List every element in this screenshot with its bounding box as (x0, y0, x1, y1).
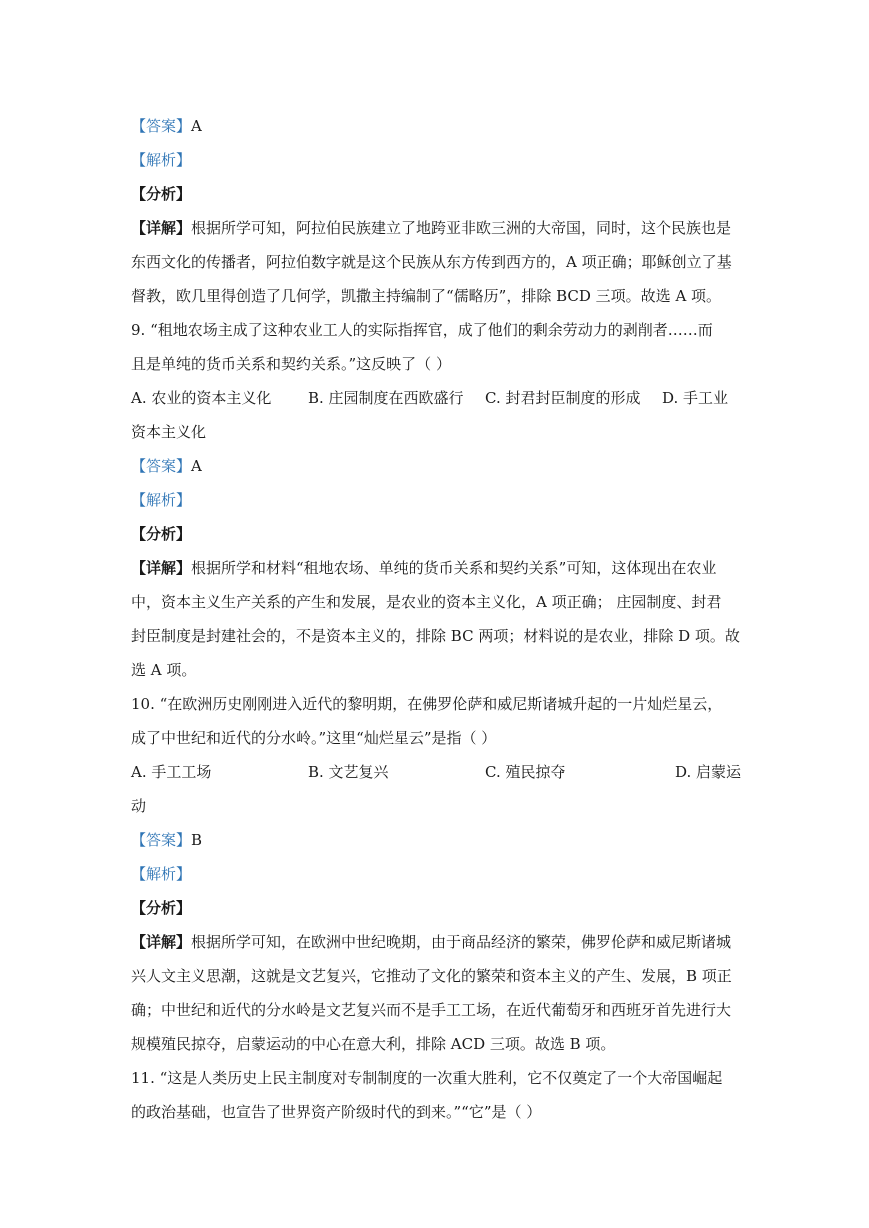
q11-stem-line-1: 11. “这是人类历史上民主制度对专制制度的一次重大胜利，它不仅奠定了一个大帝国崛起 (131, 1069, 723, 1087)
q10-stem-line-1: 10. “在欧洲历史刚刚进入近代的黎明期，在佛罗伦萨和威尼斯诸城升起的一片灿烂星云， (131, 695, 723, 713)
document-content (131, 109, 741, 1129)
detail-text: 根据所学和材料“租地农场、单纯的货币关系和契约关系”可知，这体现出在农业 (191, 559, 717, 577)
q9-detail-line-2: 中，资本主义生产关系的产生和发展，是农业的资本主义化，A 项正确； 庄园制度、封君 (131, 593, 722, 611)
answer-value: A (191, 457, 202, 475)
answer-value: A (191, 117, 202, 135)
q10-analysis-line (131, 857, 741, 891)
q8-analysis-line (131, 143, 741, 177)
q8-answer-line (131, 109, 741, 143)
analysis-tag: 【解析】 (131, 491, 192, 509)
q8-fenxi-line (131, 177, 741, 211)
q9-stem-line-1: 9. “租地农场主成了这种农业工人的实际指挥官，成了他们的剩余劳动力的剥削者……而 (131, 321, 713, 339)
q11-stem-line-2: 的政治基础，也宣告了世界资产阶级时代的到来。”“它”是（ ） (131, 1103, 542, 1121)
detail-text: 根据所学可知，在欧洲中世纪晚期，由于商品经济的繁荣，佛罗伦萨和威尼斯诸城 (191, 933, 732, 951)
answer-tag: 【答案】 (131, 457, 192, 475)
q9-options (131, 381, 741, 415)
q9-option-c: C. 封君封臣制度的形成 (485, 389, 641, 407)
q10-detail-line-1 (131, 925, 741, 959)
q9-detail-line-4: 选 A 项。 (131, 661, 197, 679)
detail-tag: 【详解】 (131, 219, 192, 237)
q8-detail-line-1 (131, 211, 741, 245)
q10-stem-line-2: 成了中世纪和近代的分水岭。”这里“灿烂星云”是指（ ） (131, 729, 497, 747)
q9-stem-line-2: 且是单纯的货币关系和契约关系。”这反映了（ ） (131, 355, 451, 373)
q9-option-a: A. 农业的资本主义化 (131, 389, 272, 407)
fenxi-tag: 【分析】 (131, 185, 192, 203)
q9-detail-line-3: 封臣制度是封建社会的，不是资本主义的，排除 BC 两项；材料说的是农业，排除 D 项。故 (131, 627, 740, 645)
q8-detail-line-2: 东西文化的传播者，阿拉伯数字就是这个民族从东方传到西方的，A 项正确；耶稣创立了基 (131, 253, 732, 271)
q9-option-d: D. 手工业 (662, 389, 729, 407)
detail-tag: 【详解】 (131, 933, 192, 951)
q9-fenxi-line (131, 517, 741, 551)
fenxi-tag: 【分析】 (131, 899, 192, 917)
q9-analysis-line (131, 483, 741, 517)
answer-value: B (191, 831, 203, 849)
detail-tag: 【详解】 (131, 559, 192, 577)
q9-option-wrap: 资本主义化 (131, 423, 207, 441)
answer-tag: 【答案】 (131, 831, 192, 849)
q9-option-b: B. 庄园制度在西欧盛行 (308, 389, 464, 407)
answer-tag: 【答案】 (131, 117, 192, 135)
analysis-tag: 【解析】 (131, 865, 192, 883)
q10-detail-line-2: 兴人文主义思潮，这就是文艺复兴，它推动了文化的繁荣和资本主义的产生、发展，B 项正 (131, 967, 732, 985)
q10-option-c: C. 殖民掠夺 (485, 763, 566, 781)
q10-option-b: B. 文艺复兴 (308, 763, 389, 781)
q9-detail-line-1 (131, 551, 741, 585)
q10-detail-line-3: 确；中世纪和近代的分水岭是文艺复兴而不是手工工场，在近代葡萄牙和西班牙首先进行大 (131, 1001, 732, 1019)
q10-answer-line (131, 823, 741, 857)
q10-options (131, 755, 741, 789)
q10-option-wrap: 动 (131, 797, 147, 815)
q10-option-a: A. 手工工场 (131, 763, 212, 781)
detail-text: 根据所学可知，阿拉伯民族建立了地跨亚非欧三洲的大帝国，同时，这个民族也是 (191, 219, 732, 237)
q10-detail-line-4: 规模殖民掠夺，启蒙运动的中心在意大利，排除 ACD 三项。故选 B 项。 (131, 1035, 616, 1053)
q10-fenxi-line (131, 891, 741, 925)
q8-detail-line-3: 督教，欧几里得创造了几何学，凯撒主持编制了“儒略历”，排除 BCD 三项。故选 A 项。 (131, 287, 722, 305)
q10-option-d: D. 启蒙运 (674, 763, 741, 781)
fenxi-tag: 【分析】 (131, 525, 192, 543)
analysis-tag: 【解析】 (131, 151, 192, 169)
q9-answer-line (131, 449, 741, 483)
